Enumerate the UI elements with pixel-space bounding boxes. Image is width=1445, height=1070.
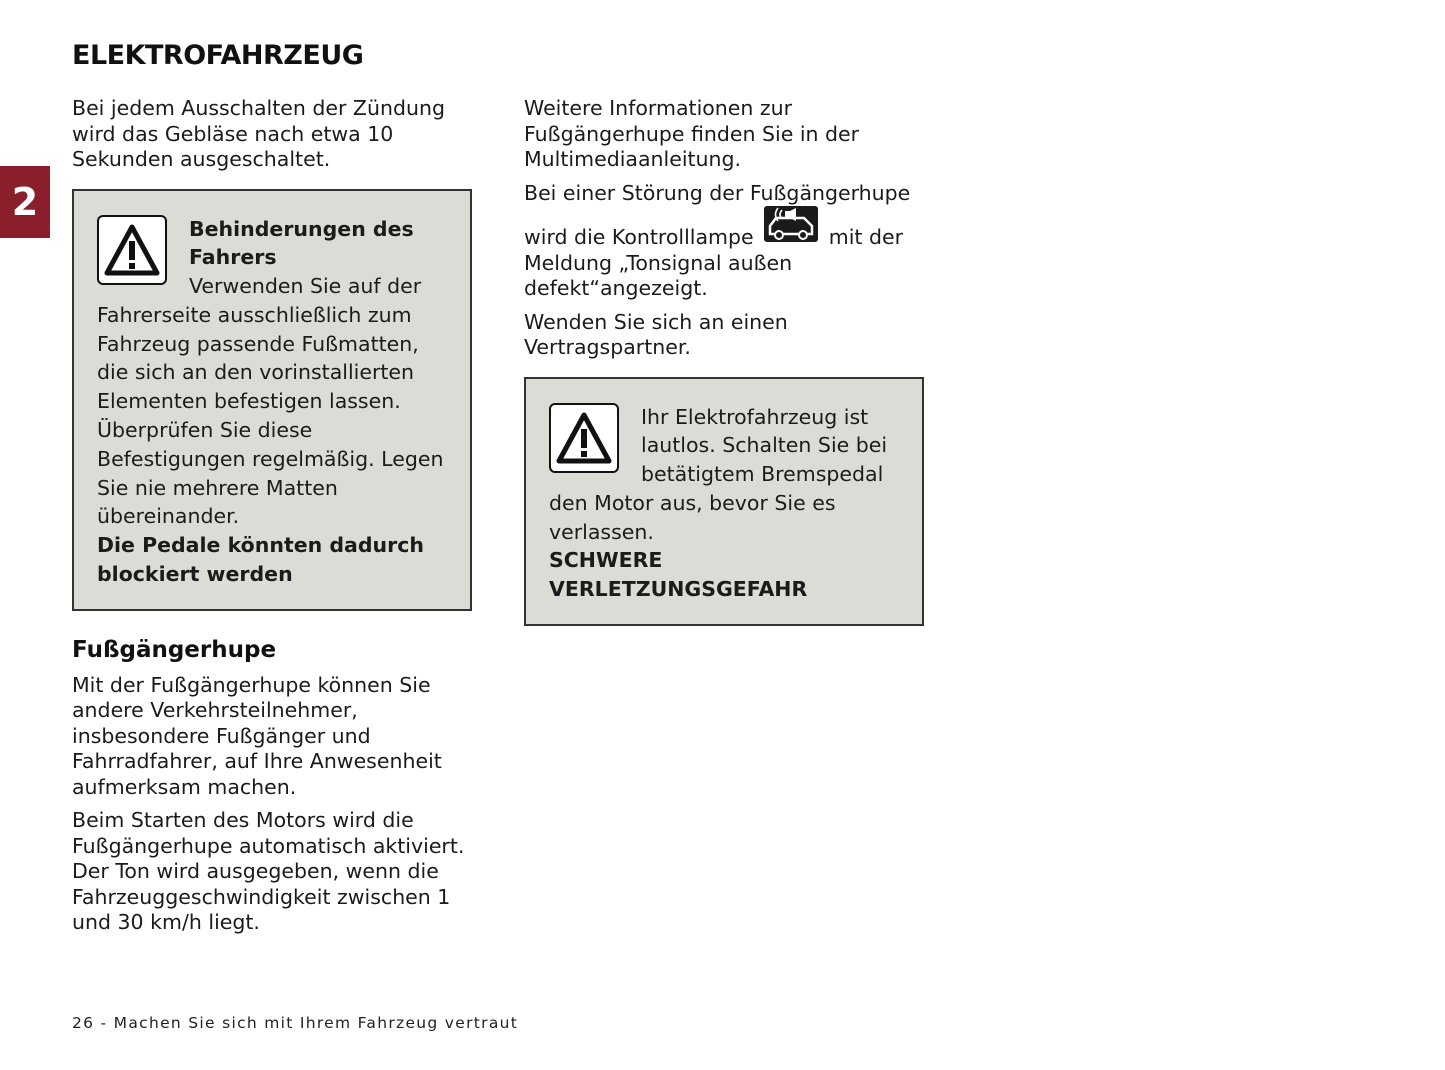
fault-text-before: Bei einer Störung der Fußgängerhupe wird die Kontrolllampe xyxy=(524,180,911,249)
fussgaengerhupe-paragraph-1: Mit der Fußgängerhupe können Sie andere Verkehrsteilnehmer, insbesondere Fußgänger und Fahrradfahrer, auf Ihre Anwesenheit aufmerksam machen. xyxy=(72,672,442,799)
warning-box-floor-mats xyxy=(72,189,472,611)
warning-emphasis: SCHWERE VERLETZUNGSGEFAHR xyxy=(549,548,808,602)
intro-paragraph: Bei jedem Ausschalten der Zündung wird das Gebläse nach etwa 10 Sekunden ausgeschaltet. xyxy=(72,96,445,171)
section-heading-fussgaengerhupe: Fußgängerhupe xyxy=(72,636,277,663)
fussgaengerhupe-paragraph-2: Beim Starten des Motors wird die Fußgängerhupe automatisch aktiviert. Der Ton wird ausgegeben, wenn die Fahrzeuggeschwindigkeit zwischen 1 und 30 km/h liegt. xyxy=(72,808,465,935)
fault-text-after: mit der Meldung „Tonsignal außen defekt“angezeigt. xyxy=(524,225,903,300)
warning-text: Ihr Elektrofahrzeug ist lautlos. Schalten Sie bei betätigtem Bremspedal den Motor aus, bevor Sie es verlassen. xyxy=(549,404,888,544)
warning-heading: Behinderungen des Fahrers xyxy=(189,216,414,270)
fault-paragraph xyxy=(524,181,924,302)
warning-triangle-icon xyxy=(549,403,619,473)
info-paragraph: Weitere Informationen zur Fußgängerhupe finden Sie in der Multimediaanleitung. xyxy=(524,96,860,171)
contact-paragraph: Wenden Sie sich an einen Vertragspartner. xyxy=(524,309,788,359)
warning-emphasis: Die Pedale könnten dadurch blockiert werden xyxy=(97,533,425,587)
warning-text: Verwenden Sie auf der Fahrerseite ausschließlich zum Fahrzeug passende Fußmatten, die sich an den vorinstallierten Elementen befestigen lassen. Überprüfen Sie diese Befestigungen regelmäßig. Legen Sie nie mehrere Matten übereinander. xyxy=(97,274,444,529)
page-footer: 26 - Machen Sie sich mit Ihrem Fahrzeug vertraut xyxy=(72,1014,519,1032)
warning-box-silent-vehicle xyxy=(524,377,924,627)
pedestrian-horn-warning-icon xyxy=(764,206,818,242)
chapter-tab: 2 xyxy=(0,166,50,238)
right-column xyxy=(524,96,924,626)
warning-triangle-icon xyxy=(97,215,167,285)
page-title: ELEKTROFAHRZEUG xyxy=(72,40,364,71)
left-column xyxy=(72,96,472,944)
